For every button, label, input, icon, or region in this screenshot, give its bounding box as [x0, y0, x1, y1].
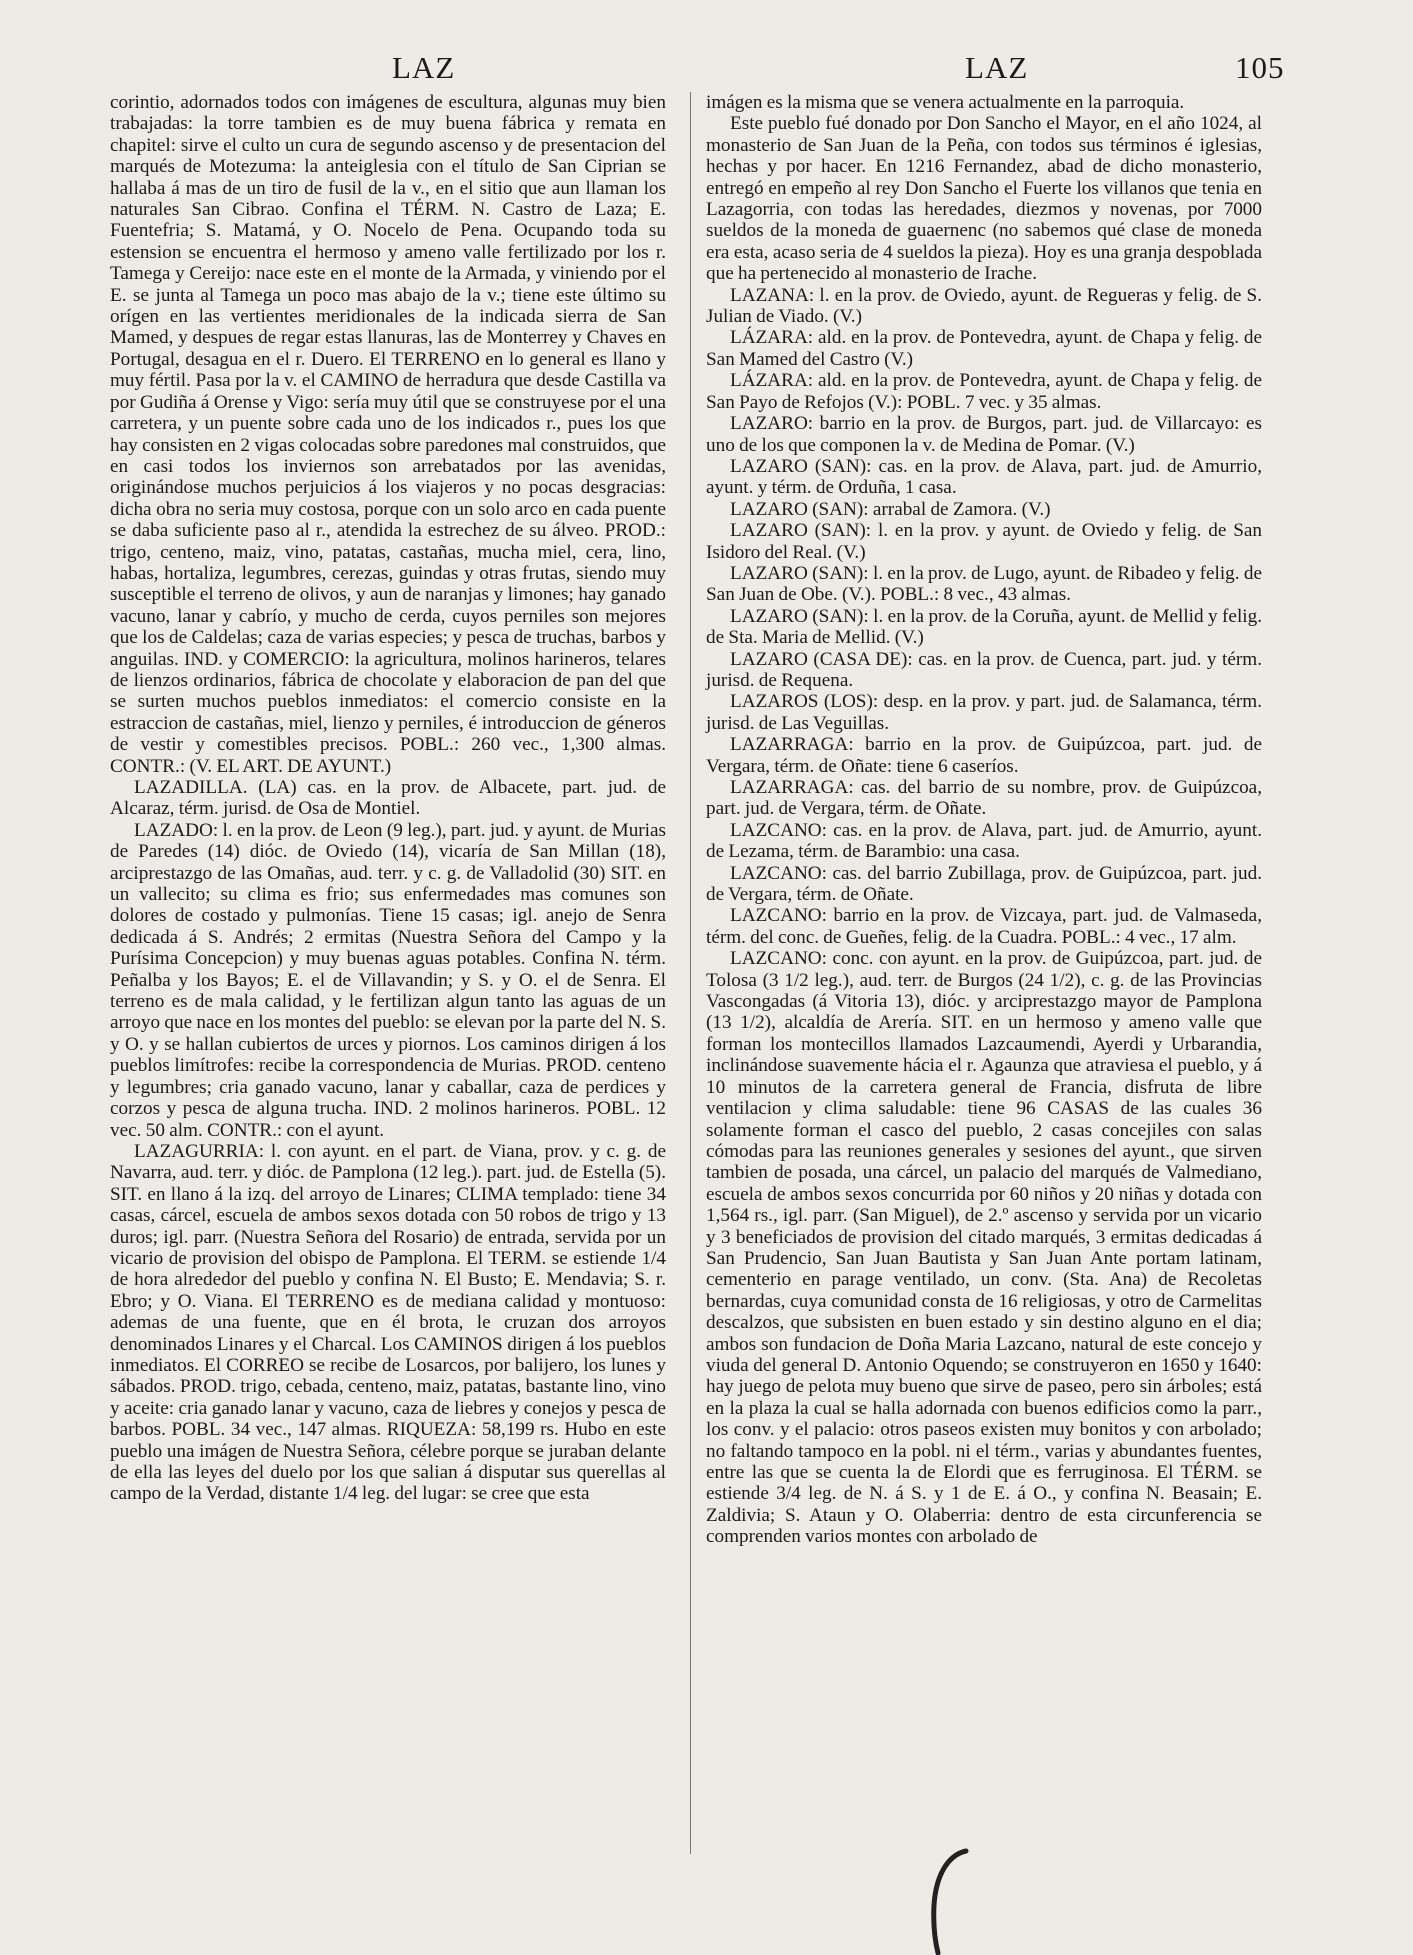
entry-lazaro-casa-de: LAZARO (CASA DE): cas. en la prov. de Cuenca, part. jud. y térm. jurisd. de Requena. [706, 648, 1262, 691]
entry-lazara: LÁZARA: ald. en la prov. de Pontevedra, ayunt. de Chapa y felig. de San Mamed del Castro (V.) [706, 327, 1262, 370]
entry-lazaro-san: LAZARO (SAN): l. en la prov. de la Coruña, ayunt. de Mellid y felig. de Sta. Maria de Mellid. (V.) [706, 605, 1262, 649]
entry-lazana: LAZANA: l. en la prov. de Oviedo, ayunt. de Regueras y felig. de S. Julian de Viado. (V.) [706, 284, 1262, 328]
page-number: 105 [1235, 50, 1285, 85]
entry-lazaro-san: LAZARO (SAN): cas. en la prov. de Alava, part. jud. de Amurrio, ayunt. y térm. de Orduña, 1 casa. [706, 455, 1262, 499]
paragraph: corintio, adornados todos con imágenes de escultura, algunas muy bien trabajadas: la torre tambien es de muy buena fábrica y remata en chapitel: sirve el culto un cura de segundo ascenso y de presentacion del marqués de Motezuma: la anteiglesia con el título de San Ciprian se hallaba á mas de un tiro de fusil de la v., en el sitio que aun llaman los naturales San Cibrao. Confina el TÉRM. N. Castro de Laza; E. Fuentefria; S. Matamá, y O. Nocelo de Pena. Ocupando toda su estension se encuentra el hermoso y ameno valle fertilizado por los r. Tamega y Cereijo: nace este en el monte de la Armada, y viniendo por el E. se junta al Tamega un poco mas abajo de la v.; tiene este último su orígen en las vertientes meridionales de la indicada sierra de San Mamed, y despues de regar estas llanuras, las de Monterrey y Chaves en Portugal, desagua en el r. Duero. El TERRENO en lo general es llano y muy fértil. Pasa por la v. el CAMINO de herradura que desde Castilla va por Gudiña á Orense y Vigo: sería muy útil que se construyese por el una carretera, y un puente sobre cada uno de los indicados r., pues los que hay consisten en 2 vigas colocadas sobre paredones mal construidos, que en casi todos los inviernos son arrebatados por las avenidas, originándose muchos perjuicios á los viajeros y no pocas desgracias: dicha obra no seria muy costosa, porque con un solo arco en cada puente se daba suficiente paso al r., atendida la estrechez de su álveo. PROD.: trigo, centeno, maiz, vino, patatas, castañas, mucha miel, cera, lino, habas, hortaliza, legumbres, cerezas, guindas y otras frutas, siendo muy susceptible el terreno de olivos, y aun de naranjas y limones; hay ganado vacuno, lanar y cabrío, y mucho de cerda, cuyos perniles son mejores que los de Caldelas; caza de varias especies; y pesca de truchas, barbos y anguilas. IND. y COMERCIO: la agricultura, molinos harineros, telares de lienzos ordinarios, fábrica de chocolate y elaboracion de pan del que se surten muchos pueblos inmediatos: el comercio consiste en la estraccion de castañas, miel, lienzo y perniles, é introduccion de géneros de vestir y comestibles precisos. POBL.: 260 vec., 1,300 almas. CONTR.: (V. EL ART. DE AYUNT.) [110, 92, 666, 777]
entry-lazarraga: LAZARRAGA: cas. del barrio de su nombre, prov. de Guipúzcoa, part. jud. de Vergara, térm. de Oñate. [706, 777, 1262, 820]
entry-lazado: LAZADO: l. en la prov. de Leon (9 leg.), part. jud. y ayunt. de Murias de Paredes (14) dióc. de Oviedo (14), vicaría de San Millan (18), arciprestazgo de las Omañas, aud. terr. y c. g. de Valladolid (30) SIT. en un vallecito; su clima es frio; sus enfermedades mas comunes son dolores de costado y pulmonías. Tiene 15 casas; igl. anejo de Senra dedicada á S. Andrés; 2 ermitas (Nuestra Señora del Campo y la Purísima Concepcion) y muy buenas aguas potables. Confina N. térm. Peñalba y los Bayos; E. el de Villavandin; y S. y O. el de Senra. El terreno es de mala calidad, y le fertilizan algun tanto las aguas de un arroyo que nace en los montes del pueblo: se elevan por la parte del N. S. y O. y se hallan cubiertos de urces y piornos. Los caminos dirigen á los pueblos limítrofes: recibe la correspondencia de Murias. PROD. centeno y legumbres; cria ganado vacuno, lanar y caballar, caza de perdices y corzos y pesca de alguna trucha. IND. 2 molinos harineros. POBL. 12 vec. 50 alm. CONTR.: con el ayunt. [110, 819, 666, 1141]
entry-lazcano: LAZCANO: barrio en la prov. de Vizcaya, part. jud. de Valmaseda, térm. del conc. de Gueñes, felig. de la Cuadra. POBL.: 4 vec., 17 alm. [706, 905, 1262, 948]
paragraph: imágen es la misma que se venera actualmente en la parroquia. [706, 92, 1185, 113]
ink-mark [926, 1845, 974, 1955]
entry-lazarraga: LAZARRAGA: barrio en la prov. de Guipúzcoa, part. jud. de Vergara, térm. de Oñate: tiene 6 caseríos. [706, 734, 1262, 777]
column-divider [690, 92, 691, 1854]
entry-lazcano: LAZCANO: conc. con ayunt. en la prov. de Guipúzcoa, part. jud. de Tolosa (3 1/2 leg.), aud. terr. de Burgos (24 1/2), c. g. de las Provincias Vascongadas (á Vitoria 13), dióc. y arciprestazgo mayor de Pamplona (13 1/2), alcaldía de Arería. SIT. en un hermoso y ameno valle que forman los montecillos llamados Lazcaumendi, Ayerdi y Urbarandia, inclinándose suavemente hácia el r. Agaunza que atraviesa el pueblo, y á 10 minutos de la carretera general de Francia, disfruta de libre ventilacion y clima saludable: tiene 96 CASAS de las cuales 36 solamente forman el casco del pueblo, 2 casas concejiles con salas cómodas para las reuniones generales y sesiones del ayunt., que sirven tambien de posada, una cárcel, un palacio del marqués de Valmediano, escuela de ambos sexos concurrida por 60 niños y 20 niñas y dotada con 1,564 rs., igl. parr. (San Miguel), de 2.º ascenso y servida por un vicario y 3 beneficiados de provision del citado marqués, 3 ermitas dedicadas á San Prudencio, San Juan Bautista y San Juan Ante portam latinam, cementerio en parage ventilado, un conv. (Sta. Ana) de Recoletas bernardas, cuya comunidad consta de 16 religiosas, y otro de Carmelitas descalzos, que subsisten en buen estado y sin destino alguno en el dia; ambos son fundacion de Doña Maria Lazcano, natural de este concejo y viuda del general D. Antonio Oquendo; se construyeron en 1650 y 1640: hay juego de pelota muy bueno que sirve de paseo, pero sin árboles; está en la plaza la cual se halla adornada con buenos edificios como la parr., los conv. y el palacio: otros paseos existen muy bonitos y con arbolado; no faltando tampoco en la pobl. ni el térm., varias y abundantes fuentes, entre las que se cuenta la de Elordi que es ferruginosa. El TÉRM. se estiende 3/4 leg. de N. á S. y 1 de E. á O., y confina N. Beasain; E. Zaldivia; S. Ataun y O. Olaberria: dentro de esta circunferencia se comprenden varios montes con arbolado de [706, 948, 1262, 1548]
left-text-column [110, 92, 666, 1505]
entry-lazaro: LAZARO: barrio en la prov. de Burgos, part. jud. de Villarcayo: es uno de los que componen la v. de Medina de Pomar. (V.) [706, 413, 1262, 456]
entry-lazcano: LAZCANO: cas. en la prov. de Alava, part. jud. de Amurrio, ayunt. de Lezama, térm. de Barambio: una casa. [706, 819, 1262, 863]
left-running-head: LAZ [392, 50, 456, 85]
right-running-head: LAZ [965, 50, 1029, 85]
entry-lazcano: LAZCANO: cas. del barrio Zubillaga, prov. de Guipúzcoa, part. jud. de Vergara, térm. de Oñate. [706, 862, 1262, 906]
right-text-column [706, 92, 1262, 1548]
entry-lazaro-san: LAZARO (SAN): arrabal de Zamora. (V.) [730, 498, 1051, 520]
entry-lazaro-san: LAZARO (SAN): l. en la prov. de Lugo, ayunt. de Ribadeo y felig. de San Juan de Obe. (V.). POBL.: 8 vec., 43 almas. [706, 562, 1262, 606]
entry-lazaros: LAZAROS (LOS): desp. en la prov. y part. jud. de Salamanca, térm. jurisd. de Las Veguillas. [706, 691, 1262, 734]
entry-lazadilla: LAZADILLA. (LA) cas. en la prov. de Albacete, part. jud. de Alcaraz, térm. jurisd. de Osa de Montiel. [110, 777, 666, 820]
entry-lazaro-san: LAZARO (SAN): l. en la prov. y ayunt. de Oviedo y felig. de San Isidoro del Real. (V.) [706, 520, 1262, 563]
paragraph: Este pueblo fué donado por Don Sancho el Mayor, en el año 1024, al monasterio de San Juan de la Peña, con todos sus términos é iglesias, hechas y por hacer. En 1216 Fernandez, abad de dicho monasterio, entregó en empeño al rey Don Sancho el Fuerte los villanos que tenia en Lazagorria, con todas las heredades, diezmos y novenas, por 7000 sueldos de la moneda de guaernenc (no sabemos qué clase de moneda era esta, acaso seria de 4 sueldos la pieza). Hoy es una granja despoblada que ha pertenecido al monasterio de Irache. [706, 113, 1262, 285]
entry-lazara: LÁZARA: ald. en la prov. de Pontevedra, ayunt. de Chapa y felig. de San Payo de Refojos (V.): POBL. 7 vec. y 35 almas. [706, 370, 1262, 413]
entry-lazagurria: LAZAGURRIA: l. con ayunt. en el part. de Viana, prov. y c. g. de Navarra, aud. terr. y dióc. de Pamplona (12 leg.). part. jud. de Estella (5). SIT. en llano á la izq. del arroyo de Linares; CLIMA templado: tiene 34 casas, cárcel, escuela de ambos sexos dotada con 50 robos de trigo y 13 duros; igl. parr. (Nuestra Señora del Rosario) de entrada, servida por un vicario de provision del obispo de Pamplona. El TERM. se estiende 1/4 de hora alrededor del pueblo y confina N. El Busto; E. Mendavia; S. r. Ebro; y O. Viana. El TERRENO es de mediana calidad y montuoso: ademas de una fuente, que en él brota, le cruzan dos arroyos denominados Linares y el Charcal. Los CAMINOS dirigen á los pueblos inmediatos. El CORREO se recibe de Losarcos, por balijero, los lunes y sábados. PROD. trigo, cebada, centeno, maiz, patatas, bastante lino, vino y aceite: cria ganado lanar y vacuno, caza de liebres y conejos y pesca de barbos. POBL. 34 vec., 147 almas. RIQUEZA: 58,199 rs. Hubo en este pueblo una imágen de Nuestra Señora, célebre porque se juraban delante de ella las leyes del duelo por los que salian á disputar sus querellas al campo de la Verdad, distante 1/4 leg. del lugar: se cree que esta [110, 1140, 666, 1505]
